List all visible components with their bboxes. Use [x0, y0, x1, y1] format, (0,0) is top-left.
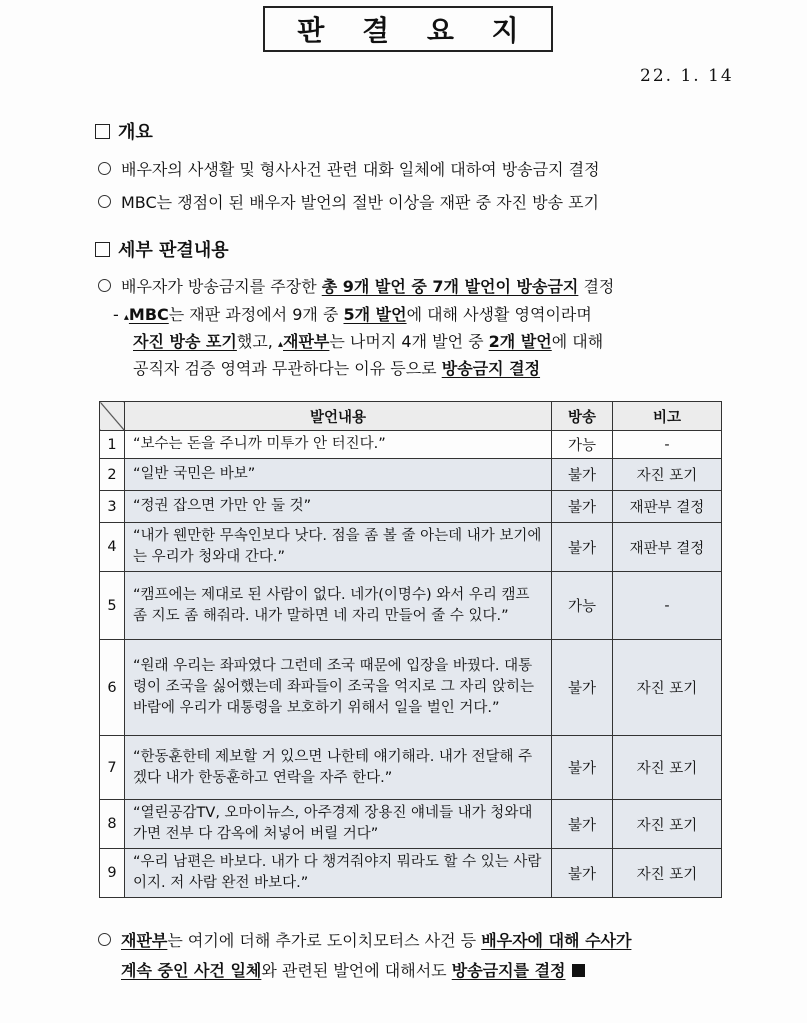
- details-bullet-1: [98, 274, 614, 297]
- row-number: 9: [100, 849, 125, 898]
- bullet-text: 결정: [578, 277, 615, 296]
- row-note: 자진 포기: [613, 849, 722, 898]
- section-overview-heading: [95, 118, 153, 144]
- header-note: 비고: [613, 402, 722, 431]
- row-broadcast-status: 불가: [552, 459, 613, 491]
- row-note: 자진 포기: [613, 800, 722, 849]
- table-header-row: [100, 402, 722, 431]
- overview-bullet-2: [98, 190, 599, 213]
- square-bullet-icon: [95, 124, 110, 139]
- footer-paragraph: [98, 926, 738, 986]
- row-note: -: [613, 431, 722, 459]
- triangle-icon: ▴: [277, 339, 284, 350]
- row-statement: “보수는 돈을 주니까 미투가 안 터진다.”: [125, 431, 552, 459]
- row-note: 자진 포기: [613, 736, 722, 800]
- emphasis-text: 재판부: [121, 931, 168, 950]
- table-row: [100, 800, 722, 849]
- para-text: 했고,: [236, 332, 278, 351]
- row-broadcast-status: 가능: [552, 431, 613, 459]
- row-note: 재판부 결정: [613, 491, 722, 523]
- header-statement: 발언내용: [125, 402, 552, 431]
- table-row: [100, 459, 722, 491]
- para-text: 에 대해 사생활 영역이라며: [406, 305, 592, 324]
- emphasis-text: 재판부: [283, 332, 330, 351]
- table-row: [100, 572, 722, 640]
- row-statement: “캠프에는 제대로 된 사람이 없다. 네가(이명수) 와서 우리 캠프 좀 지도 좀 해줘라. 내가 말하면 네 자리 만들어 줄 수 있다.”: [125, 572, 552, 640]
- emphasis-text: 방송금지 결정: [441, 359, 541, 378]
- row-note: 자진 포기: [613, 640, 722, 736]
- emphasis-text: 총 9개 발언 중 7개 발언이 방송금지: [321, 277, 579, 296]
- table-row: [100, 491, 722, 523]
- table-row: [100, 431, 722, 459]
- row-statement: “한동훈한테 제보할 거 있으면 나한테 얘기해라. 내가 전달해 주겠다 내가 한동훈하고 연락을 자주 한다.”: [125, 736, 552, 800]
- para-text: 는 나머지 4개 발언 중: [329, 332, 489, 351]
- rulings-table: [99, 401, 722, 898]
- table-row: [100, 523, 722, 572]
- row-statement: “내가 웬만한 무속인보다 낫다. 점을 좀 볼 줄 아는데 내가 보기에는 우리가 청와대 간다.”: [125, 523, 552, 572]
- row-statement: “우리 남편은 바보다. 내가 다 챙겨줘야지 뭐라도 할 수 있는 사람이지. 저 사람 완전 바보다.”: [125, 849, 552, 898]
- section-details-heading: [95, 236, 229, 262]
- header-broadcast: 방송: [552, 402, 613, 431]
- overview-bullet-text: 배우자의 사생활 및 형사사건 관련 대화 일체에 대하여 방송금지 결정: [121, 160, 600, 179]
- circle-bullet-icon: [98, 279, 111, 292]
- emphasis-text: 5개 발언: [343, 305, 407, 324]
- row-number: 4: [100, 523, 125, 572]
- para-text: 와 관련된 발언에 대해서도: [261, 961, 452, 980]
- row-number: 5: [100, 572, 125, 640]
- diagonal-header-cell: [100, 402, 125, 431]
- row-statement: “원래 우리는 좌파였다 그런데 조국 때문에 입장을 바꿨다. 대통령이 조국을 싫어했는데 좌파들이 조국을 억지로 그 자리 앉히는 바람에 우리가 대통령을 보호하기 위해서 일을 벌인 거다.”: [125, 640, 552, 736]
- document-title: 판 결 요 지: [263, 6, 553, 52]
- table-row: [100, 736, 722, 800]
- row-number: 6: [100, 640, 125, 736]
- para-text: 는 재판 과정에서 9개 중: [168, 305, 344, 324]
- row-broadcast-status: 불가: [552, 849, 613, 898]
- row-number: 3: [100, 491, 125, 523]
- row-number: 1: [100, 431, 125, 459]
- row-broadcast-status: 불가: [552, 800, 613, 849]
- circle-bullet-icon: [98, 195, 111, 208]
- circle-bullet-icon: [98, 162, 111, 175]
- row-statement: “일반 국민은 바보”: [125, 459, 552, 491]
- bullet-text: 배우자가 방송금지를 주장한: [121, 277, 322, 296]
- row-note: -: [613, 572, 722, 640]
- circle-bullet-icon: [98, 933, 111, 946]
- row-broadcast-status: 불가: [552, 491, 613, 523]
- document-date: 22. 1. 14: [640, 66, 734, 86]
- para-text: 에 대해: [551, 332, 604, 351]
- details-sub-paragraph: [113, 303, 733, 381]
- row-note: 자진 포기: [613, 459, 722, 491]
- row-number: 7: [100, 736, 125, 800]
- details-heading-text: 세부 판결내용: [118, 240, 229, 261]
- para-text: 는 여기에 더해 추가로 도이치모터스 사건 등: [167, 931, 482, 950]
- emphasis-text: 2개 발언: [488, 332, 552, 351]
- table-row: [100, 640, 722, 736]
- overview-bullet-text: MBC는 쟁점이 된 배우자 발언의 절반 이상을 재판 중 자진 방송 포기: [121, 193, 600, 212]
- emphasis-text: 배우자에 대해 수사가: [481, 931, 632, 950]
- overview-heading-text: 개요: [118, 122, 153, 143]
- end-square-icon: [572, 964, 585, 977]
- row-note: 재판부 결정: [613, 523, 722, 572]
- row-number: 2: [100, 459, 125, 491]
- row-number: 8: [100, 800, 125, 849]
- para-text: 공직자 검증 영역과 무관하다는 이유 등으로: [133, 359, 442, 378]
- emphasis-text: MBC: [128, 305, 169, 324]
- row-broadcast-status: 불가: [552, 523, 613, 572]
- triangle-icon: ▴: [123, 312, 129, 323]
- row-broadcast-status: 불가: [552, 736, 613, 800]
- square-bullet-icon: [95, 242, 110, 257]
- emphasis-text: 계속 중인 사건 일체: [121, 961, 262, 980]
- emphasis-text: 자진 방송 포기: [133, 332, 237, 351]
- table-row: [100, 849, 722, 898]
- emphasis-text: 방송금지를 결정: [451, 961, 566, 980]
- overview-bullet-1: [98, 157, 600, 180]
- dash-marker: -: [113, 305, 119, 324]
- row-statement: “정권 잡으면 가만 안 둘 것”: [125, 491, 552, 523]
- row-broadcast-status: 가능: [552, 572, 613, 640]
- row-broadcast-status: 불가: [552, 640, 613, 736]
- row-statement: “열린공감TV, 오마이뉴스, 아주경제 장용진 얘네들 내가 청와대 가면 전부 다 감옥에 처넣어 버릴 거다”: [125, 800, 552, 849]
